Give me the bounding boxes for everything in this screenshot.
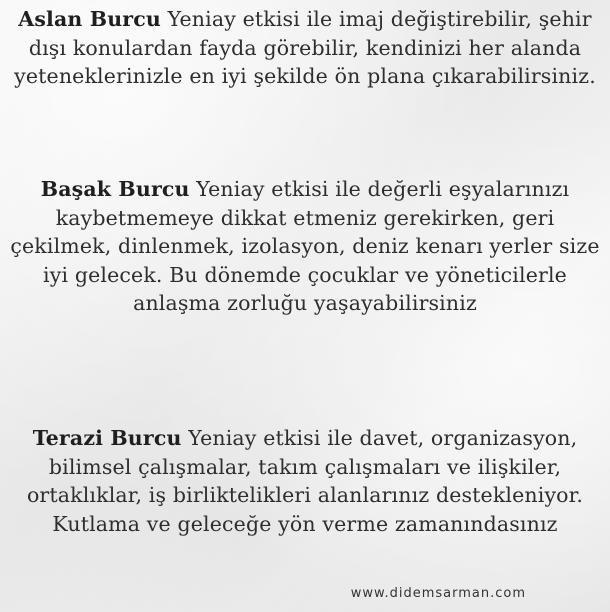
horoscope-paragraph-basak [4,175,606,318]
sign-title-basak: Başak Burcu [40,177,190,201]
horoscope-text-terazi: Yeniay etkisi ile davet, organizasyon, bilimsel çalışmalar, takım çalışmaları ve ilişkiler, ortaklıklar, iş birliktelikleri alanlarınız destekleniyor. Kutlama ve geleceğe yön verme zamanındasınız [26,426,584,536]
horoscope-paragraph-terazi [4,424,606,538]
website-watermark: www.didemsarman.com [350,586,526,601]
horoscope-text-aslan: Yeniay etkisi ile imaj değiştirebilir, şehir dışı konulardan fayda görebilir, kendinizi her alanda yeteneklerinizle en iyi şekilde ön plana çıkarabilirsiniz. [14,7,596,89]
horoscope-paragraph-aslan [4,5,606,91]
sign-title-terazi: Terazi Burcu [32,426,182,450]
horoscope-text-basak: Yeniay etkisi ile değerli eşyalarınızı kaybetmemeye dikkat etmeniz gerekirken, geri çekilmek, dinlenmek, izolasyon, deniz kenarı yerler size iyi gelecek. Bu dönemde çocuklar ve yöneticilerle anlaşma zorluğu yaşayabilirsiniz [10,177,600,316]
sign-title-aslan: Aslan Burcu [18,7,161,31]
